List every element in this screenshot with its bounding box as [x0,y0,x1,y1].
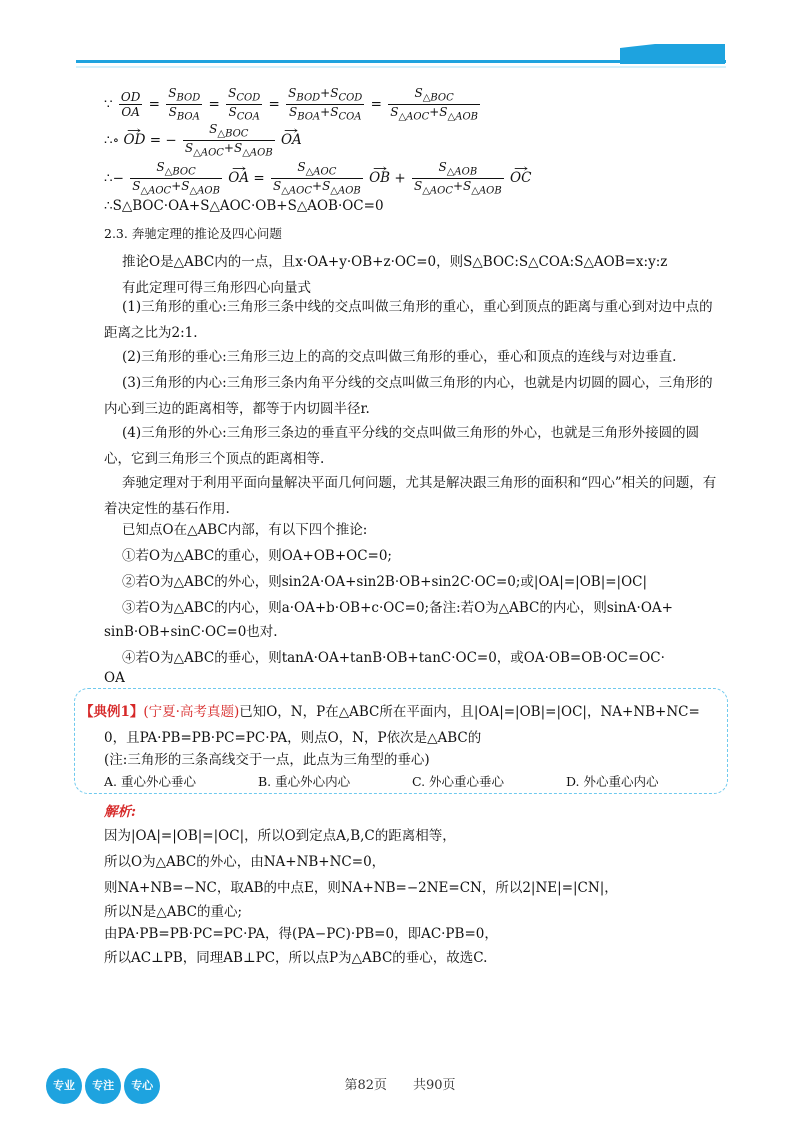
item-centroid: (1)三角形的重心:三角形三条中线的交点叫做三角形的重心，重心到顶点的距离与重心到对边中点的距离之比为2:1. [104,299,713,341]
example-tag: 【典例1】 [80,704,144,720]
example-options [104,772,658,790]
corollary-4a: ④若O为△ABC的垂心，则tanA·OA+tanB·OB+tanC·OC=0，或OA·OB=OB·OC=OC· [122,650,665,666]
solution-line-5: 由PA·PB=PB·PC=PC·PA，得(PA−PC)·PB=0，即AC·PB=0， [104,926,498,942]
example-source: (宁夏·高考真题) [143,704,240,720]
solution-line-3: 则NA+NB=−NC，取AB的中点E，则NA+NB=−2NE=CN，所以2|NE|=|CN|， [104,880,618,896]
option-b: B. 重心外心内心 [257,774,351,789]
badge-focused: 专注 [85,1068,121,1104]
solution-line-2: 所以O为△ABC的外心，由NA+NB+NC=0， [104,854,386,870]
header-rule-light [76,66,726,68]
therefore-symbol: ∴∘ [104,132,120,149]
corollary-intro: 推论O是△ABC内的一点，且x·OA+y·OB+z·OC=0，则S△BOC:S△COA:S△AOB=x:y:z [122,254,668,270]
example-stem-1: 已知O，N，P在△ABC所在平面内，且|OA|=|OB|=|OC|，NA+NB+NC= [239,704,700,720]
derivation-line-3: ∴− $\frac{S_{\triangle BOC}}{S_{\triangle AOC}+S_{\triangle AOB}}$ → OA = $\frac{S_{\triangle AOC}}{S_{\triangle AOC}+S_{\triangle AOB}}$ → OB + $\frac{S_{\triangle AOB}}{S_{\triangle AOC}+S_{\triangle AOB}}$ → OC [104,160,531,198]
example-stem-2: 0，且PA·PB=PB·PC=PC·PA，则点O，N，P依次是△ABC的 [104,730,482,746]
header-rule [76,60,726,63]
known-statement: 已知点O在△ABC内部，有以下四个推论: [122,522,368,538]
because-symbol: ∵ [104,96,113,113]
corollary-3b: sinB·OB+sinC·OC=0也对. [104,624,278,640]
item-orthocenter: (2)三角形的垂心:三角形三边上的高的交点叫做三角形的垂心，垂心和顶点的连线与对边垂直. [122,349,677,365]
section-title: 2.3. 奔驰定理的推论及四心问题 [104,226,282,241]
corollary-1: ①若O为△ABC的重心，则OA+OB+OC=0; [122,548,392,564]
four-centers-intro: 有此定理可得三角形四心向量式 [122,280,311,296]
item-circumcenter: (4)三角形的外心:三角形三条边的垂直平分线的交点叫做三角形的外心，也就是三角形外接圆的圆心，它到三角形三个顶点的距离相等. [104,425,700,467]
badge-dedicated: 专心 [124,1068,160,1104]
option-a: A. 重心外心垂心 [104,774,196,789]
example-note: (注:三角形的三条高线交于一点，此点为三角型的垂心) [104,752,430,768]
derivation-line-1: ∵ $\frac{OD}{OA}$ = $\frac{S_{BOD}}{S_{BOA}}$ = $\frac{S_{COD}}{S_{COA}}$ = $\frac{S_{BOD}+S_{COD}}{S_{BOA}+S_{COA}}$ = $\frac{S_{\triangle BOC}}{S_{\triangle AOC}+S_{\triangle AOB}}$ [104,86,478,123]
option-d: D. 外心重心内心 [565,774,659,789]
solution-line-6: 所以AC⊥PB，同理AB⊥PC，所以点P为△ABC的垂心，故选C. [104,950,488,966]
corollary-3a: ③若O为△ABC的内心，则a·OA+b·OB+c·OC=0;备注:若O为△ABC的内心，则sinA·OA+ [122,600,673,616]
corollary-4b: OA [104,670,125,686]
solution-line-1: 因为|OA|=|OB|=|OC|，所以O到定点A,B,C的距离相等， [104,828,456,844]
therefore-symbol-2: ∴− [104,170,124,187]
item-incenter: (3)三角形的内心:三角形三条内角平分线的交点叫做三角形的内心，也就是内切圆的圆心，三角形的内心到三边的距离相等，都等于内切圆半径r. [104,375,713,417]
option-c: C. 外心重心垂心 [411,774,505,789]
derivation-line-4: ∴S△BOC·OA+S△AOC·OB+S△AOB·OC=0 [104,198,384,214]
page-number: 第82页 共90页 [344,1078,456,1093]
example-header [80,700,700,720]
summary-paragraph: 奔驰定理对于利用平面向量解决平面几何问题，尤其是解决跟三角形的面积和“四心”相关的问题，有着决定性的基石作用. [104,475,717,517]
solution-label: 解析: [104,804,136,820]
solution-line-4: 所以N是△ABC的重心; [104,904,242,920]
corollary-2: ②若O为△ABC的外心，则sin2A·OA+sin2B·OB+sin2C·OC=0;或|OA|=|OB|=|OC| [122,574,648,590]
badge-professional: 专业 [46,1068,82,1104]
derivation-line-2: ∴∘ → OD = − $\frac{S_{\triangle BOC}}{S_{\triangle AOC}+S_{\triangle AOB}}$ → OA [104,122,302,160]
header-decoration [0,0,800,80]
